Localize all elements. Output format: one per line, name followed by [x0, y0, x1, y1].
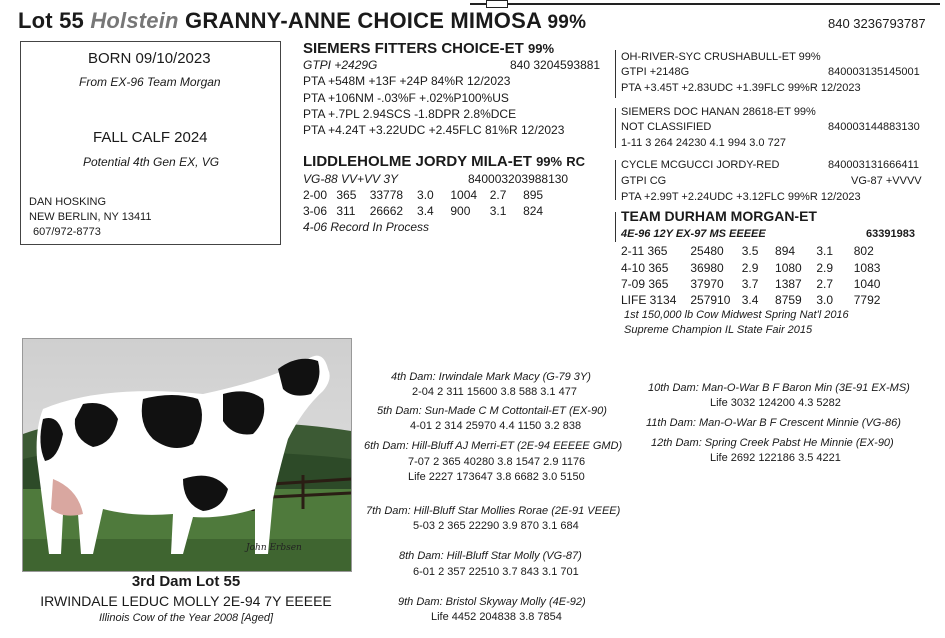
ssd-class: NOT CLASSIFIED: [621, 121, 712, 133]
consignor-phone: 607/972-8773: [33, 226, 101, 238]
dam-4-record: 2-04 2 311 15600 3.8 588 3.1 477: [412, 386, 577, 398]
rec-fat-pct: 3.4: [741, 293, 759, 307]
ssd-record: 1-11 3 264 24230 4.1 994 3.0 727: [621, 137, 786, 149]
dam-10-title: 10th Dam: Man-O-War B F Baron Min (3E-91 EX-MS): [648, 382, 910, 394]
sire-pta-3: PTA +.7PL 2.94SCS -1.8DPR 2.8%DCE: [303, 107, 517, 121]
dsd-reg: 63391983: [866, 228, 915, 240]
pedigree-bracket-dss: [615, 160, 616, 200]
dam-record-1: [303, 188, 543, 202]
dam-4-title: 4th Dam: Irwindale Mark Macy (G-79 3Y): [391, 371, 591, 383]
dam-6-record-1: 7-07 2 365 40280 3.8 1547 2.9 1176: [408, 456, 586, 468]
rec-prot: 1040: [853, 277, 881, 291]
top-rule-ornament: [486, 0, 508, 8]
breed-label: Holstein: [90, 8, 179, 33]
dam-9-title: 9th Dam: Bristol Skyway Molly (4E-92): [398, 596, 586, 608]
rec-milk: 33778: [369, 188, 404, 202]
dsd-record-2: [621, 261, 880, 275]
dam-6-record-2: Life 2227 173647 3.8 6682 3.0 5150: [408, 471, 585, 483]
dam-5-record: 4-01 2 314 25970 4.4 1150 3.2 838: [410, 420, 582, 432]
born-date: BORN 09/10/2023: [88, 50, 211, 67]
animal-reg-number: 840 3236793787: [828, 16, 926, 31]
rec-milk: 37970: [690, 277, 724, 291]
photo-signature: John Erbsen: [246, 543, 302, 553]
ssd-pct: 99%: [793, 106, 816, 118]
from-dam: From EX-96 Team Morgan: [79, 75, 221, 89]
rec-prot-pct: 2.7: [816, 277, 834, 291]
sss-reg: 840003135145001: [828, 66, 920, 78]
rec-fat: 1387: [775, 277, 802, 291]
sire-pta-4: PTA +4.24T +3.22UDC +2.45FLC 81%R 12/2023: [303, 123, 565, 137]
dam-7-title: 7th Dam: Hill-Bluff Star Mollies Rorae (2E-91 VEEE): [366, 505, 621, 517]
rec-prot: 7792: [853, 293, 881, 307]
dam-12-record: Life 2692 122186 3.5 4221: [710, 452, 841, 464]
dsd-name: TEAM DURHAM MORGAN-ET: [621, 208, 817, 224]
rec-fat-pct: 2.9: [741, 261, 759, 275]
rec-age: 3-06: [303, 204, 328, 218]
dam-10-record: Life 3032 124200 4.3 5282: [710, 397, 841, 409]
rec-age: LIFE 3134: [621, 293, 677, 307]
dam-9-record: Life 4452 204838 3.8 7854: [431, 611, 562, 623]
dsd-record-3: [621, 277, 880, 291]
top-rule: [470, 3, 940, 5]
dam-11-title: 11th Dam: Man-O-War B F Crescent Minnie (VG-86): [646, 417, 901, 429]
dam-8-record: 6-01 2 357 22510 3.7 843 3.1 701: [413, 566, 579, 578]
rec-fat-pct: 3.5: [741, 244, 759, 258]
dss-name: CYCLE MCGUCCI JORDY-RED: [621, 159, 780, 171]
rec-fat: 894: [775, 244, 796, 258]
dam-name-text: LIDDLEHOLME JORDY MILA-ET: [303, 153, 532, 170]
rec-fat-pct: 3.0: [417, 188, 434, 202]
sire-gtpi: GTPI +2429G: [303, 58, 378, 72]
dam-pct: 99%: [536, 154, 563, 169]
rec-fat: 1080: [775, 261, 802, 275]
animal-percent: 99%: [547, 12, 587, 33]
consignor-name: DAN HOSKING: [29, 196, 107, 208]
dsd-note-2: Supreme Champion IL State Fair 2015: [624, 324, 813, 336]
dsd-record-life: [621, 293, 880, 307]
dam-rc: RC: [566, 154, 586, 169]
calf-class: FALL CALF 2024: [93, 129, 208, 146]
sire-reg: 840 3204593881: [510, 58, 601, 72]
sss-name: [621, 51, 821, 63]
sire-pta-2: PTA +106NM -.03%F +.02%P100%US: [303, 91, 509, 105]
photo-caption-title: 3rd Dam Lot 55: [131, 573, 241, 590]
animal-name: GRANNY-ANNE CHOICE MIMOSA: [185, 8, 542, 33]
lot-number: Lot 55: [18, 8, 84, 33]
rec-prot-pct: 2.9: [816, 261, 834, 275]
dss-pta: PTA +2.99T +2.24UDC +3.12FLC 99%R 12/2023: [621, 191, 861, 203]
rec-age: 4-10 365: [621, 261, 669, 275]
rec-fat: 900: [450, 204, 471, 218]
rec-days: 311: [336, 204, 356, 218]
dam-reg: 840003203988130: [468, 172, 569, 186]
rec-prot: 895: [523, 188, 544, 202]
rec-prot-pct: 3.1: [816, 244, 834, 258]
photo-caption-name: IRWINDALE LEDUC MOLLY 2E-94 7Y EEEEE: [40, 593, 332, 609]
dam-score: VG-88 VV+VV 3Y: [303, 172, 399, 186]
dam-12-title: 12th Dam: Spring Creek Pabst He Minnie (EX-90): [651, 437, 894, 449]
sire-pta-1: PTA +548M +13F +24P 84%R 12/2023: [303, 74, 511, 88]
rec-prot: 1083: [853, 261, 881, 275]
dam-6-title: 6th Dam: Hill-Bluff AJ Merri-ET (2E-94 EEEEE GMD): [364, 440, 623, 452]
dam-5-title: 5th Dam: Sun-Made C M Cottontail-ET (EX-90): [377, 405, 607, 417]
rec-fat-pct: 3.4: [417, 204, 434, 218]
dam-7-record: 5-03 2 365 22290 3.9 870 3.1 684: [413, 520, 579, 532]
photo-caption-award: Illinois Cow of the Year 2008 [Aged]: [98, 612, 274, 624]
cow-photo: [22, 338, 352, 572]
rec-prot: 802: [853, 244, 874, 258]
rec-milk: 36980: [690, 261, 724, 275]
pedigree-bracket-dsd: [615, 212, 616, 242]
rec-age: 7-09 365: [621, 277, 669, 291]
dss-gtpi: GTPI CG: [621, 175, 667, 187]
rec-milk: 257910: [690, 293, 731, 307]
rec-prot-pct: 2.7: [489, 188, 507, 202]
rec-fat-pct: 3.7: [741, 277, 759, 291]
potential-note: Potential 4th Gen EX, VG: [83, 155, 220, 169]
consignor-city: NEW BERLIN, NY 13411: [29, 211, 152, 223]
dam-record-note: 4-06 Record In Process: [303, 220, 430, 234]
sss-pta: PTA +3.45T +2.83UDC +1.39FLC 99%R 12/2023: [621, 82, 861, 94]
rec-days: 365: [336, 188, 357, 202]
rec-age: 2-00: [303, 188, 328, 202]
dam-8-title: 8th Dam: Hill-Bluff Star Molly (VG-87): [399, 550, 582, 562]
ssd-name-text: SIEMERS DOC HANAN 28618-ET: [621, 106, 791, 118]
sire-name: [303, 40, 554, 57]
rec-age: 2-11 365: [621, 244, 668, 258]
dss-reg: 840003131666411: [828, 159, 919, 171]
rec-milk: 26662: [369, 204, 404, 218]
pedigree-bracket-top: [615, 50, 616, 98]
cow-photo-illustration: [23, 339, 351, 571]
rec-fat: 8759: [775, 293, 802, 307]
rec-prot: 824: [523, 204, 544, 218]
pedigree-bracket-mid: [615, 108, 616, 148]
sss-pct: 99%: [798, 51, 821, 63]
dss-score: VG-87 +VVVV: [851, 175, 922, 187]
sss-gtpi: GTPI +2148G: [621, 66, 690, 78]
rec-prot-pct: 3.0: [816, 293, 834, 307]
dam-name: [303, 153, 585, 170]
dsd-note-1: 1st 150,000 lb Cow Midwest Spring Nat'l 2016: [624, 309, 849, 321]
lot-header: [18, 8, 586, 34]
rec-prot-pct: 3.1: [489, 204, 507, 218]
rec-milk: 25480: [690, 244, 724, 258]
sss-name-text: OH-RIVER-SYC CRUSHABULL-ET: [621, 51, 796, 63]
ssd-name: [621, 106, 816, 118]
dsd-score: 4E-96 12Y EX-97 MS EEEEE: [621, 228, 766, 240]
sire-name-text: SIEMERS FITTERS CHOICE-ET: [303, 40, 524, 57]
ssd-reg: 840003144883130: [828, 121, 920, 133]
sire-pct: 99%: [528, 41, 555, 56]
dsd-record-1: [621, 244, 874, 258]
rec-fat: 1004: [450, 188, 478, 202]
dam-record-2: [303, 204, 543, 218]
